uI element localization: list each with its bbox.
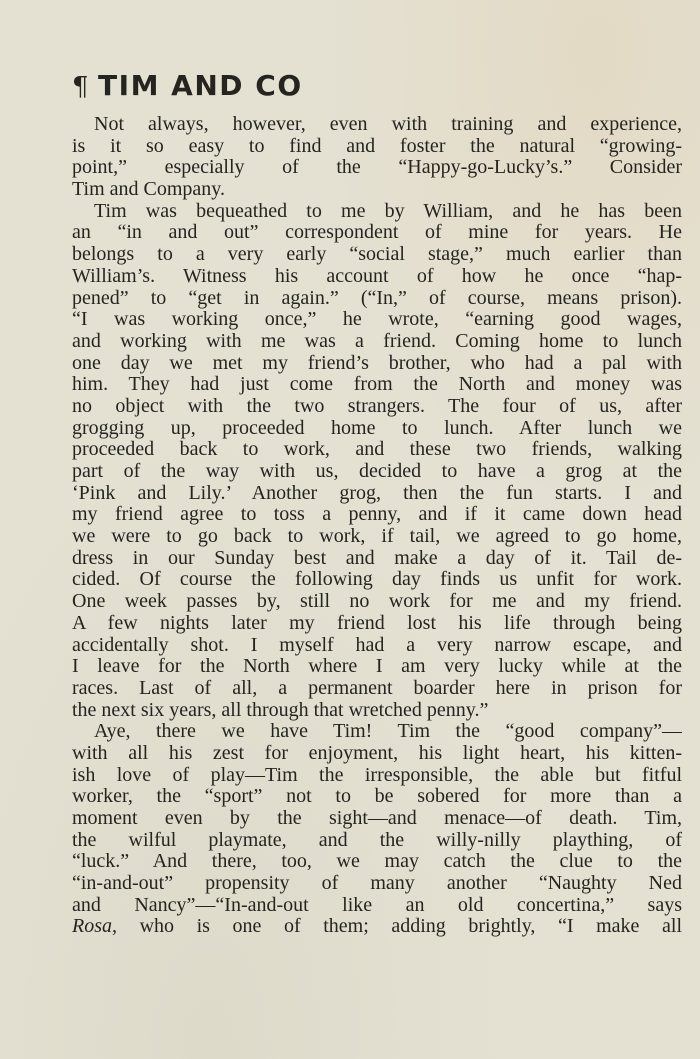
text-line bbox=[72, 830, 682, 852]
text-line bbox=[72, 244, 682, 266]
text-line-content: proceeded back to work, and these two friends, walking bbox=[72, 439, 682, 461]
text-line bbox=[72, 526, 682, 548]
text-line-content: and working with me was a friend. Coming home to lunch bbox=[72, 330, 682, 352]
text-line bbox=[72, 266, 682, 288]
text-line bbox=[72, 700, 682, 722]
text-line-content: an “in and out” correspondent of mine for years. He bbox=[72, 222, 682, 244]
text-line bbox=[72, 309, 682, 331]
text-line bbox=[72, 851, 682, 873]
text-line bbox=[72, 418, 682, 440]
text-line bbox=[72, 439, 682, 461]
text-line-content: worker, the “sport” not to be sobered for more than a bbox=[72, 786, 682, 808]
text-line-content: Aye, there we have Tim! Tim the “good company”— bbox=[94, 721, 682, 743]
pilcrow-mark: ¶ bbox=[72, 72, 91, 102]
section-heading bbox=[72, 66, 303, 107]
text-line-content: , who is one of them; adding brightly, “I make all bbox=[112, 916, 682, 938]
text-line bbox=[72, 613, 682, 635]
text-line bbox=[72, 786, 682, 808]
text-line-content: point,” especially of the “Happy-go-Lucky’s.” Consider bbox=[72, 157, 682, 179]
text-line bbox=[72, 548, 682, 570]
text-line-content: him. They had just come from the North and money was bbox=[72, 374, 682, 396]
text-line bbox=[72, 157, 682, 179]
text-line-content: A few nights later my friend lost his life through being bbox=[72, 612, 682, 634]
text-line-content: the wilful playmate, and the willy-nilly plaything, of bbox=[72, 829, 682, 851]
text-line bbox=[72, 331, 682, 353]
text-line-content: the next six years, all through that wretched penny.” bbox=[72, 699, 489, 721]
text-line-content: One week passes by, still no work for me and my friend. bbox=[72, 591, 682, 613]
text-line-content: ish love of play—Tim the irresponsible, the able but fitful bbox=[72, 764, 682, 786]
text-line bbox=[72, 136, 682, 158]
text-line bbox=[72, 895, 682, 917]
text-line bbox=[72, 222, 682, 244]
text-line bbox=[72, 765, 682, 787]
text-line-content: “I was working once,” he wrote, “earning good wages, bbox=[72, 309, 682, 331]
text-line bbox=[72, 396, 682, 418]
text-line-content: “in-and-out” propensity of many another “Naughty Ned bbox=[72, 873, 682, 895]
text-line-content: Tim and Company. bbox=[72, 179, 225, 201]
text-line-content: one day we met my friend’s brother, who had a pal with bbox=[72, 352, 682, 374]
text-line bbox=[72, 916, 682, 938]
text-line bbox=[72, 461, 682, 483]
text-line-content: I leave for the North where I am very lucky while at the bbox=[72, 656, 682, 678]
text-line bbox=[72, 656, 682, 678]
text-line-content: cided. Of course the following day finds us unfit for work. bbox=[72, 569, 682, 591]
text-line-content: ‘Pink and Lily.’ Another grog, then the fun starts. I and bbox=[72, 482, 682, 504]
italic-name: Rosa bbox=[72, 916, 112, 938]
text-line bbox=[72, 678, 682, 700]
text-line-content: is it so easy to find and foster the natural “growing- bbox=[72, 135, 682, 157]
text-line-content: Not always, however, even with training and experience, bbox=[94, 114, 682, 135]
text-line-content: Tim was bequeathed to me by William, and he has been bbox=[94, 200, 682, 222]
text-line-content: grogging up, proceeded home to lunch. After lunch we bbox=[72, 417, 682, 439]
text-line bbox=[72, 288, 682, 310]
section-title: TIM AND CO bbox=[98, 69, 303, 102]
text-line-content: we were to go back to work, if tail, we agreed to go home, bbox=[72, 526, 682, 548]
text-line bbox=[72, 635, 682, 657]
text-line-content: moment even by the sight—and menace—of death. Tim, bbox=[72, 808, 682, 829]
text-line bbox=[72, 808, 682, 830]
text-line bbox=[72, 374, 682, 396]
text-line-content: no object with the two strangers. The four of us, after bbox=[72, 395, 682, 417]
text-line-content: part of the way with us, decided to have a grog at the bbox=[72, 461, 682, 482]
text-line-content: with all his zest for enjoyment, his light heart, his kitten- bbox=[72, 742, 682, 764]
text-line bbox=[72, 873, 682, 895]
text-line bbox=[72, 569, 682, 591]
text-line-content: pened” to “get in again.” (“In,” of course, means prison). bbox=[72, 287, 682, 309]
body-text bbox=[72, 114, 682, 938]
text-line-content: “luck.” And there, too, we may catch the clue to the bbox=[72, 851, 682, 873]
text-line-content: William’s. Witness his account of how he once “hap- bbox=[72, 265, 682, 287]
text-line bbox=[72, 591, 682, 613]
text-line bbox=[72, 201, 682, 223]
text-line-content: races. Last of all, a permanent boarder here in prison for bbox=[72, 677, 682, 699]
text-line-content: belongs to a very early “social stage,” much earlier than bbox=[72, 244, 682, 266]
text-line-content: and Nancy”—“In-and-out like an old concertina,” says bbox=[72, 894, 682, 916]
text-line-content: accidentally shot. I myself had a very narrow escape, and bbox=[72, 634, 682, 656]
text-line bbox=[72, 483, 682, 505]
text-line bbox=[72, 114, 682, 136]
text-line-content: dress in our Sunday best and make a day of it. Tail de- bbox=[72, 547, 682, 569]
text-line bbox=[72, 353, 682, 375]
text-line bbox=[72, 721, 682, 743]
text-line bbox=[72, 504, 682, 526]
text-line bbox=[72, 743, 682, 765]
text-line bbox=[72, 179, 682, 201]
text-line-content: my friend agree to toss a penny, and if it came down head bbox=[72, 504, 682, 526]
